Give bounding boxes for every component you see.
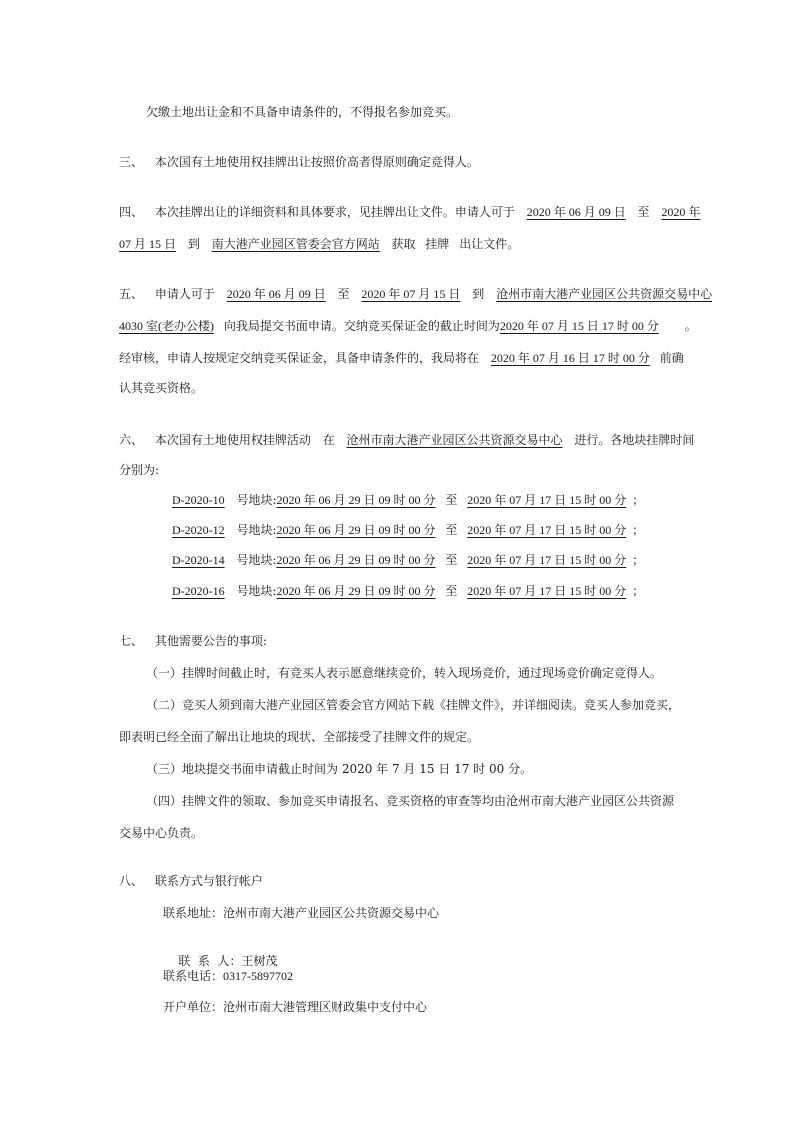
section-number: 六、 bbox=[119, 433, 144, 447]
official-website-name: 南大港产业园区管委会官方网站 bbox=[211, 237, 380, 251]
deposit-deadline: 2020 年 07 月 15 日 17 时 00 分 bbox=[499, 319, 659, 333]
notice-item-4-cont: 交易中心负责。 bbox=[119, 826, 204, 840]
confirm-time: 2020 年 07 月 16 日 17 时 00 分 bbox=[490, 351, 650, 365]
section-text: 本次挂牌出让的详细资料和具体要求，见挂牌出让文件。申请人可于 bbox=[154, 205, 515, 219]
connector-text: 出让文件。 bbox=[459, 237, 520, 251]
section-4-line-1 bbox=[119, 204, 700, 220]
connector-text: 至 bbox=[337, 287, 350, 301]
plot-start: 2020 年 06 月 29 日 09 时 00 分 bbox=[276, 553, 436, 567]
section-text: 前确 bbox=[659, 351, 684, 365]
plot-label: 号地块: bbox=[236, 493, 277, 507]
notice-item-2-cont: 即表明已经全面了解出让地块的现状、全部接受了挂牌文件的规定。 bbox=[119, 730, 480, 744]
separator: ； bbox=[632, 584, 645, 598]
plot-start: 2020 年 06 月 29 日 09 时 00 分 bbox=[276, 584, 436, 598]
connector-text: 挂牌 bbox=[425, 237, 450, 251]
plot-end: 2020 年 07 月 17 日 15 时 00 分 bbox=[467, 523, 627, 537]
plot-label: 号地块: bbox=[236, 523, 277, 537]
plot-row bbox=[172, 583, 644, 599]
contact-address bbox=[163, 905, 439, 921]
connector-text: 至 bbox=[637, 205, 650, 219]
contact-phone bbox=[163, 968, 293, 984]
section-5-line-2 bbox=[119, 318, 697, 334]
plot-code: D-2020-16 bbox=[172, 584, 225, 598]
date-start: 2020 年 06 月 09 日 bbox=[226, 287, 326, 301]
section-text: 进行。各地块挂牌时间 bbox=[574, 433, 695, 447]
separator: ； bbox=[632, 493, 645, 507]
notice-item-3: （三）地块提交书面申请截止时间为 2020 年 7 月 15 日 17 时 00 分。 bbox=[146, 762, 533, 776]
separator: ； bbox=[632, 553, 645, 567]
field-value: 0317-5897702 bbox=[223, 969, 294, 983]
section-6-line-2: 分别为: bbox=[119, 463, 160, 477]
plot-label: 号地块: bbox=[236, 584, 277, 598]
connector-text: 至 bbox=[445, 523, 458, 537]
connector-text: 到 bbox=[187, 237, 200, 251]
field-value: 沧州市南大港产业园区公共资源交易中心 bbox=[223, 906, 440, 920]
section-5-line-1 bbox=[119, 286, 712, 302]
section-6-line-1 bbox=[119, 432, 694, 448]
bank-account-unit bbox=[163, 999, 427, 1015]
connector-text: 获取 bbox=[391, 237, 416, 251]
section-7-heading bbox=[119, 633, 267, 649]
section-text: 申请人可于 bbox=[154, 287, 215, 301]
room-number: 4030 室(老办公楼) bbox=[119, 319, 214, 333]
paragraph-continuation: 欠缴土地出让金和不具备申请条件的，不得报名参加竞买。 bbox=[146, 105, 459, 119]
notice-item-4: （四）挂牌文件的领取、参加竞买申请报名、竞买资格的审查等均由沧州市南大港产业园区公共资源 bbox=[146, 794, 675, 808]
field-value: 王树茂 bbox=[241, 954, 278, 968]
plot-end: 2020 年 07 月 17 日 15 时 00 分 bbox=[467, 553, 627, 567]
date-end-part1: 2020 年 bbox=[661, 205, 701, 219]
plot-label: 号地块: bbox=[236, 553, 277, 567]
section-8-heading bbox=[119, 873, 263, 889]
section-text: 经审核，申请人按规定交纳竞买保证金，具备申请条件的，我局将在 bbox=[119, 351, 480, 365]
plot-code: D-2020-14 bbox=[172, 553, 225, 567]
field-label: 联 系 人： bbox=[178, 954, 242, 968]
connector-text: 到 bbox=[472, 287, 485, 301]
plot-start: 2020 年 06 月 29 日 09 时 00 分 bbox=[276, 523, 436, 537]
section-3 bbox=[119, 154, 479, 170]
section-number: 四、 bbox=[119, 205, 144, 219]
section-title: 其他需要公告的事项: bbox=[154, 634, 267, 648]
connector-text: 至 bbox=[445, 493, 458, 507]
trading-center-name: 沧州市南大港产业园区公共资源交易中心 bbox=[496, 287, 713, 301]
trading-center-name: 沧州市南大港产业园区公共资源交易中心 bbox=[346, 433, 563, 447]
plot-row bbox=[172, 552, 644, 568]
section-5-line-3 bbox=[119, 350, 684, 366]
section-5-line-4: 认其竞买资格。 bbox=[119, 381, 204, 395]
date-start: 2020 年 06 月 09 日 bbox=[526, 205, 626, 219]
notice-item-2: （二）竞买人须到南大港产业园区管委会官方网站下载《挂牌文件》，并详细阅读。竞买人参加竞买， bbox=[146, 698, 681, 712]
connector-text: 至 bbox=[445, 553, 458, 567]
section-number: 八、 bbox=[119, 874, 144, 888]
connector-text: 在 bbox=[322, 433, 335, 447]
section-text: 本次国有土地使用权挂牌活动 bbox=[154, 433, 311, 447]
field-label: 联系电话： bbox=[163, 969, 224, 983]
plot-start: 2020 年 06 月 29 日 09 时 00 分 bbox=[276, 493, 436, 507]
field-value: 沧州市南大港管理区财政集中支付中心 bbox=[223, 1000, 428, 1014]
plot-row bbox=[172, 522, 644, 538]
section-text: 向我局提交书面申请。交纳竞买保证金的截止时间为 bbox=[223, 319, 500, 333]
section-4-line-2 bbox=[119, 236, 519, 252]
field-label: 开户单位： bbox=[163, 1000, 224, 1014]
section-title: 联系方式与银行帐户 bbox=[154, 874, 263, 888]
separator: ； bbox=[632, 523, 645, 537]
punctuation: 。 bbox=[684, 319, 697, 333]
date-end: 2020 年 07 月 15 日 bbox=[361, 287, 461, 301]
notice-item-1: （一）挂牌时间截止时，有竞买人表示愿意继续竞价，转入现场竞价，通过现场竞价确定竞得人。 bbox=[146, 666, 663, 680]
plot-end: 2020 年 07 月 17 日 15 时 00 分 bbox=[467, 493, 627, 507]
section-number: 三、 bbox=[119, 155, 144, 169]
connector-text: 至 bbox=[445, 584, 458, 598]
section-text: 本次国有土地使用权挂牌出让按照价高者得原则确定竞得人。 bbox=[154, 155, 479, 169]
plot-code: D-2020-10 bbox=[172, 493, 225, 507]
section-number: 五、 bbox=[119, 287, 144, 301]
plot-end: 2020 年 07 月 17 日 15 时 00 分 bbox=[467, 584, 627, 598]
field-label: 联系地址： bbox=[163, 906, 224, 920]
section-number: 七、 bbox=[119, 634, 144, 648]
plot-code: D-2020-12 bbox=[172, 523, 225, 537]
date-end-part2: 07 月 15 日 bbox=[119, 237, 177, 251]
plot-row bbox=[172, 492, 644, 508]
